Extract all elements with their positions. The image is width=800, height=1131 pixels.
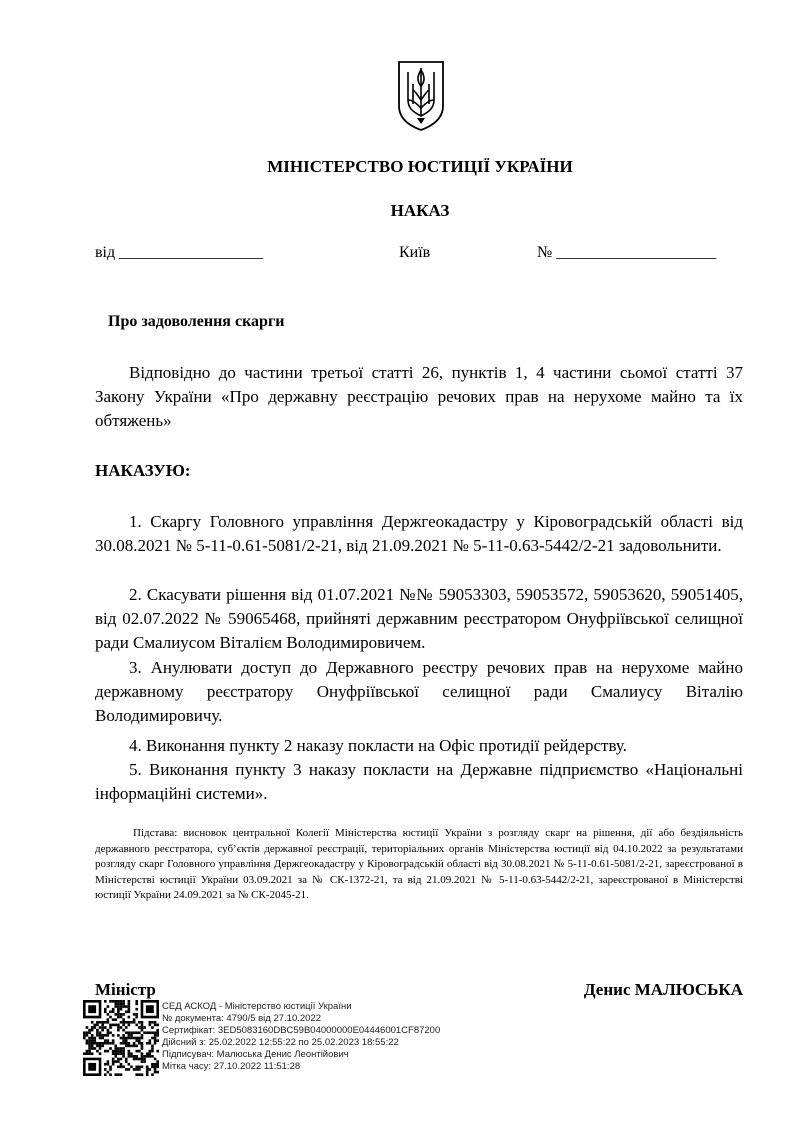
- stamp-doc-number: № документа: 4790/5 від 27.10.2022: [162, 1013, 322, 1024]
- stamp-timestamp: Мітка часу: 27.10.2022 11:51:28: [162, 1061, 301, 1072]
- qr-code-icon: [83, 1000, 159, 1076]
- ministry-title: МІНІСТЕРСТВО ЮСТИЦІЇ УКРАЇНИ: [267, 157, 573, 176]
- stamp-system: СЕД АСКОД - Міністерство юстиції України: [162, 1001, 352, 1012]
- date-blank: __________________: [119, 244, 264, 261]
- document-type: НАКАЗ: [390, 201, 450, 220]
- order-item-2: 2. Скасувати рішення від 01.07.2021 №№ 59053303, 59053572, 59053620, 59051405, від 02.07.2022 № 59065468, прийняті державним реєстратором Онуфріївської селищної ради Смалиусом Віталієм Володимировичем.: [95, 585, 743, 652]
- electronic-signature-stamp: [162, 1001, 440, 1073]
- order-item-1: 1. Скаргу Головного управління Держгеокадастру у Кіровоградській області від 30.08.2021 № 5-11-0.61-5081/2-21, від 21.09.2021 № 5-11-0.63-5442/2-21 задовольнити.: [95, 512, 743, 555]
- signatory-name: Денис МАЛЮСЬКА: [583, 980, 743, 999]
- stamp-certificate: Сертифікат: 3ED5083160DBC59B04000000E04446001CF87200: [162, 1025, 441, 1036]
- order-item-4: 4. Виконання пункту 2 наказу покласти на Офіс протидії рейдерству.: [129, 736, 627, 755]
- number-label: №: [537, 244, 553, 261]
- order-item-3: 3. Анулювати доступ до Державного реєстру речових прав на нерухоме майно державному реєстратору Онуфріївської селищної ради Смалиусу Віталію Володимировичу.: [95, 658, 743, 725]
- number-blank: ____________________: [556, 244, 717, 261]
- preamble: Відповідно до частини третьої статті 26, пунктів 1, 4 частини сьомої статті 37 Закону України «Про державну реєстрацію речових прав на нерухоме майно та їх обтяжень»: [95, 363, 743, 430]
- date-label: від: [95, 244, 116, 261]
- order-item-5: 5. Виконання пункту 3 наказу покласти на Державне підприємство «Національні інформаційні системи».: [95, 760, 743, 803]
- tryzub-coat-of-arms-icon: [397, 60, 445, 132]
- signatory-title: Міністр: [95, 980, 156, 999]
- date-field: [95, 244, 263, 262]
- stamp-signer: Підписувач: Малюська Денис Леонтійович: [162, 1049, 349, 1060]
- number-field: [537, 244, 716, 262]
- stamp-validity: Дійсний з: 25.02.2022 12:55:22 по 25.02.2023 18:55:22: [162, 1037, 399, 1048]
- city: Київ: [399, 244, 431, 261]
- order-subject: Про задоволення скарги: [108, 313, 285, 330]
- order-heading: НАКАЗУЮ:: [95, 461, 191, 480]
- basis-note: Підстава: висновок центральної Колегії Міністерства юстиції України з розгляду скарг на рішення, дії або бездіяльність державного реєстратора, суб’єктів державної реєстрації, територіальних органів Міністерства юстиції від 04.10.2022 за результатами розгляду скарг Головного управління Держгеокадастру у Кіровоградській області від 30.08.2021 № 5-11-0.61-5081/2-21, зареєстрованої в Міністерстві юстиції України 03.09.2021 за № СК-1372-21, та від 21.09.2021 № 5-11-0.63-5442/2-21, зареєстрованої в Міністерстві юстиції України 24.09.2021 за № СК-2045-21.: [95, 827, 743, 901]
